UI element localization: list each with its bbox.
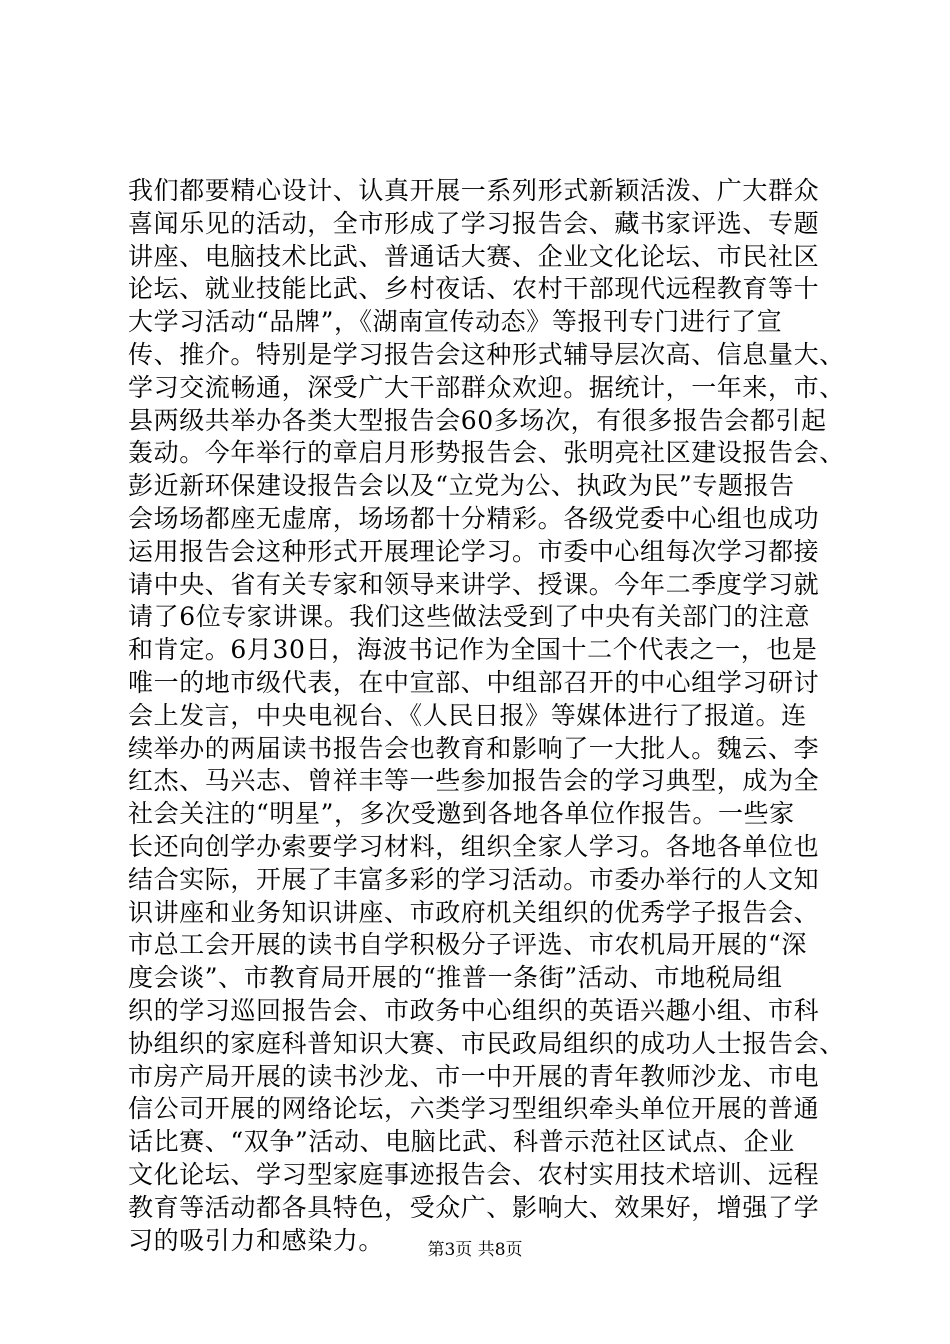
text-line-16: 唯一的地市级代表，在中宣部、中组部召开的中心组学习研讨 [128, 667, 820, 697]
text-line-14: 请了6位专家讲课。我们这些做法受到了中央有关部门的注意 [128, 602, 811, 632]
text-line-15: 和肯定。6月30日，海波书记作为全国十二个代表之一，也是 [128, 635, 818, 665]
text-line-33: 习的吸引力和感染力。 [128, 1225, 385, 1255]
text-line-10: 彭近新环保建设报告会以及“立党为公、执政为民”专题报告 [128, 471, 795, 501]
body-paragraph [128, 175, 845, 1257]
text-line-13: 请中央、省有关专家和领导来讲学、授课。今年二季度学习就 [128, 569, 820, 599]
text-line-1: 我们都要精心设计、认真开展一系列形式新颖活泼、广大群众 [128, 176, 820, 205]
text-line-7: 学习交流畅通，深受广大干部群众欢迎。据统计，一年来，市、 [128, 372, 845, 402]
text-line-28: 市房产局开展的读书沙龙、市一中开展的青年教师沙龙、市电 [128, 1061, 820, 1091]
text-line-5: 大学习活动“品牌”，《湖南宣传动态》等报刊专门进行了宣 [128, 307, 783, 337]
text-line-30: 话比赛、“双争”活动、电脑比武、科普示范社区试点、企业 [128, 1127, 795, 1157]
text-line-17: 会上发言，中央电视台、《人民日报》等媒体进行了报道。连 [128, 700, 807, 730]
text-line-24: 市总工会开展的读书自学积极分子评选、市农机局开展的“深 [128, 930, 807, 960]
text-line-11: 会场场都座无虚席，场场都十分精彩。各级党委中心组也成功 [128, 503, 820, 533]
text-line-3: 讲座、电脑技术比武、普通话大赛、企业文化论坛、市民社区 [128, 241, 820, 271]
text-line-8: 县两级共举办各类大型报告会60多场次，有很多报告会都引起 [128, 405, 827, 435]
text-line-20: 社会关注的“明星”，多次受邀到各地各单位作报告。一些家 [128, 799, 795, 829]
text-line-9: 轰动。今年举行的章启月形势报告会、张明亮社区建设报告会、 [128, 438, 845, 468]
text-line-27: 协组织的家庭科普知识大赛、市民政局组织的成功人士报告会、 [128, 1028, 845, 1058]
text-line-22: 结合实际，开展了丰富多彩的学习活动。市委办举行的人文知 [128, 864, 820, 894]
text-line-29: 信公司开展的网络论坛，六类学习型组织牵头单位开展的普通 [128, 1094, 820, 1124]
text-line-25: 度会谈”、市教育局开展的“推普一条街”活动、市地税局组 [128, 963, 783, 993]
text-line-23: 识讲座和业务知识讲座、市政府机关组织的优秀学子报告会、 [128, 897, 820, 927]
text-line-2: 喜闻乐见的活动，全市形成了学习报告会、藏书家评选、专题 [128, 208, 820, 238]
text-line-31: 文化论坛、学习型家庭事迹报告会、农村实用技术培训、远程 [128, 1159, 820, 1189]
text-line-26: 织的学习巡回报告会、市政务中心组织的英语兴趣小组、市科 [128, 995, 820, 1025]
text-line-12: 运用报告会这种形式开展理论学习。市委中心组每次学习都接 [128, 536, 820, 566]
text-line-18: 续举办的两届读书报告会也教育和影响了一大批人。魏云、李 [128, 733, 820, 763]
text-line-21: 长还向创学办索要学习材料，组织全家人学习。各地各单位也 [128, 831, 820, 861]
text-line-4: 论坛、就业技能比武、乡村夜话、农村干部现代远程教育等十 [128, 274, 820, 304]
page-number-footer: 第3页 共8页 [427, 1240, 523, 1260]
text-line-19: 红杰、马兴志、曾祥丰等一些参加报告会的学习典型，成为全 [128, 766, 820, 796]
text-line-32: 教育等活动都各具特色，受众广、影响大、效果好，增强了学 [128, 1192, 820, 1222]
text-line-6: 传、推介。特别是学习报告会这种形式辅导层次高、信息量大、 [128, 339, 845, 369]
